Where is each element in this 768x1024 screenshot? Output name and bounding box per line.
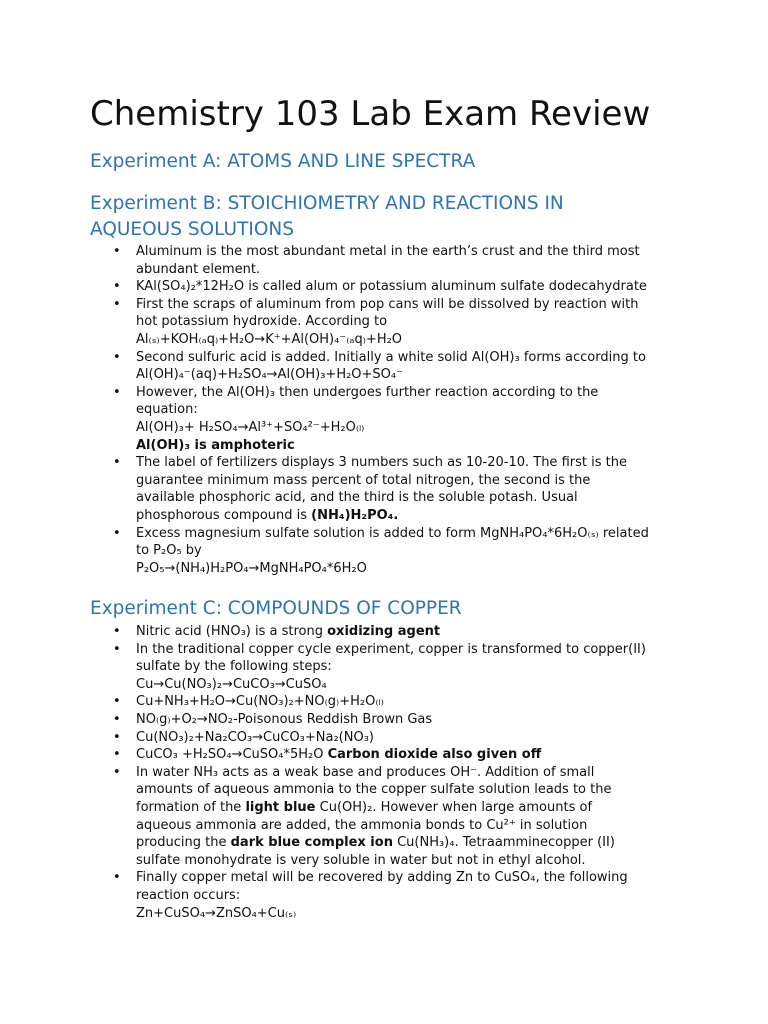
list-item-line [136, 366, 676, 384]
list-item-text: Finally copper metal will be recovered by adding Zn to CuSO₄, the following [136, 870, 628, 886]
list-item-line [136, 296, 676, 314]
list-item-text: phosphorous compound is [136, 507, 312, 523]
list-item-emphasis: light blue [245, 799, 316, 815]
list-item [0, 623, 676, 641]
list-item-text: abundant element. [136, 261, 261, 277]
list-item [0, 349, 676, 384]
bullet-icon: • [113, 870, 121, 886]
list-item-text: Cu(NH₃)₄. Tetraamminecopper (II) [392, 835, 615, 851]
bullet-icon: • [113, 525, 121, 541]
experiment-a-heading: Experiment A: ATOMS AND LINE SPECTRA [90, 151, 476, 172]
list-item-text: Cu→Cu(NO₃)₂→CuCO₃→CuSO₄ [136, 676, 327, 692]
list-item-line [136, 623, 676, 641]
bullet-icon: • [113, 279, 121, 295]
list-item-line [136, 472, 676, 490]
list-item-text: Zn+CuSO₄→ZnSO₄+Cu₍ₛ₎ [136, 905, 297, 921]
list-item-line [136, 437, 676, 455]
page-title: Chemistry 103 Lab Exam Review [90, 94, 651, 134]
bullet-icon: • [113, 624, 121, 639]
list-item-line [136, 746, 676, 764]
list-item-line [136, 676, 676, 694]
list-item [0, 729, 676, 747]
list-item-line [136, 401, 676, 419]
list-item [0, 525, 676, 578]
list-item-line [136, 658, 676, 676]
list-item-text: hot potassium hydroxide. According to [136, 314, 388, 330]
list-item [0, 384, 676, 454]
list-item-line [136, 419, 676, 437]
list-item-text: KAl(SO₄)₂*12H₂O is called alum or potassium aluminum sulfate dodecahydrate [136, 279, 647, 295]
list-item-line [136, 331, 676, 349]
bullet-icon: • [113, 384, 121, 400]
experiment-c-list [0, 623, 768, 922]
list-item-line [136, 641, 676, 659]
experiment-b-heading [90, 191, 690, 243]
list-item-line [136, 454, 676, 472]
list-item-line [136, 313, 676, 331]
list-item [0, 693, 676, 711]
experiment-b-list [0, 243, 768, 577]
bullet-icon: • [113, 296, 121, 312]
list-item-emphasis: Carbon dioxide also given off [327, 747, 542, 763]
list-item-line [136, 887, 676, 905]
list-item-text: The label of fertilizers displays 3 numbers such as 10-20-10. The first is the [136, 455, 627, 471]
bullet-icon: • [113, 711, 121, 727]
list-item [0, 278, 676, 296]
list-item-text: Cu(OH)₂. However when large amounts of [315, 799, 593, 815]
bullet-icon: • [113, 349, 121, 365]
bullet-icon: • [113, 764, 121, 780]
bullet-icon: • [113, 747, 121, 763]
list-item-text: amounts of aqueous ammonia to the copper sulfate solution leads to the [136, 782, 612, 798]
list-item-line [136, 711, 676, 729]
list-item-emphasis: Al(OH)₃ is amphoteric [136, 437, 295, 453]
list-item-line [136, 349, 676, 367]
list-item-line [136, 799, 676, 817]
list-item-text: Excess magnesium sulfate solution is added to form MgNH₄PO₄*6H₂O₍ₛ₎ related [136, 525, 649, 541]
list-item-text: P₂O₅→(NH₄)H₂PO₄→MgNH₄PO₄*6H₂O [136, 560, 367, 576]
list-item-text: However, the Al(OH)₃ then undergoes further reaction according to the [136, 384, 599, 400]
bullet-icon: • [113, 455, 121, 471]
list-item-line [136, 507, 676, 525]
list-item-emphasis: oxidizing agent [327, 624, 441, 639]
list-item-text: Nitric acid (HNO₃) is a strong [136, 624, 328, 639]
list-item-line [136, 243, 676, 261]
list-item-line [136, 278, 676, 296]
list-item-text: formation of the [136, 799, 246, 815]
list-item-line [136, 781, 676, 799]
experiment-b-heading-line1: Experiment B: STOICHIOMETRY AND REACTIONS IN [90, 193, 564, 214]
list-item-text: aqueous ammonia are added, the ammonia bonds to Cu²⁺ in solution [136, 817, 588, 833]
list-item [0, 746, 676, 764]
list-item-line [136, 852, 676, 870]
list-item-text: Al(OH)₄⁻(aq)+H₂SO₄→Al(OH)₃+H₂O+SO₄⁻ [136, 367, 403, 383]
list-item-line [136, 905, 676, 923]
list-item-line [136, 729, 676, 747]
experiment-c-heading: Experiment C: COMPOUNDS OF COPPER [90, 598, 462, 619]
list-item-line [136, 542, 676, 560]
list-item-text: reaction occurs: [136, 887, 241, 903]
bullet-icon: • [113, 694, 121, 710]
list-item-text: Cu+NH₃+H₂O→Cu(NO₃)₂+NO₍g₎+H₂O₍ₗ₎ [136, 694, 384, 710]
list-item-line [136, 869, 676, 887]
list-item-emphasis: dark blue complex ion [230, 835, 393, 851]
list-item-line [136, 560, 676, 578]
list-item-text: producing the [136, 835, 231, 851]
list-item-line [136, 261, 676, 279]
list-item-text: First the scraps of aluminum from pop cans will be dissolved by reaction with [136, 296, 639, 312]
list-item [0, 296, 676, 349]
list-item-text: Al₍ₛ₎+KOH₍ₐq₎+H₂O→K⁺+Al(OH)₄⁻₍ₐq₎+H₂O [136, 331, 403, 347]
list-item-line [136, 693, 676, 711]
list-item-line [136, 489, 676, 507]
bullet-icon: • [113, 244, 121, 259]
list-item-text: Second sulfuric acid is added. Initially a white solid Al(OH)₃ forms according to [136, 349, 646, 365]
list-item-text: guarantee minimum mass percent of total nitrogen, the second is the [136, 472, 591, 488]
experiment-b-heading-line2: AQUEOUS SOLUTIONS [90, 219, 294, 240]
list-item-text: Al(OH)₃+ H₂SO₄→Al³⁺+SO₄²⁻+H₂O₍ₗ₎ [136, 419, 365, 435]
list-item-text: CuCO₃ +H₂SO₄→CuSO₄*5H₂O [136, 747, 328, 763]
list-item-line [136, 834, 676, 852]
list-item-text: sulfate monohydrate is very soluble in water but not in ethyl alcohol. [136, 852, 586, 868]
bullet-icon: • [113, 729, 121, 745]
bullet-icon: • [113, 641, 121, 657]
list-item [0, 764, 676, 870]
list-item [0, 243, 676, 278]
list-item-line [136, 384, 676, 402]
list-item-text: sulfate by the following steps: [136, 659, 332, 675]
list-item-text: to P₂O₅ by [136, 543, 202, 559]
list-item-text: available phosphoric acid, and the third is the soluble potash. Usual [136, 490, 578, 506]
list-item-text: NO₍g₎+O₂→NO₂-Poisonous Reddish Brown Gas [136, 711, 433, 727]
list-item-text: In water NH₃ acts as a weak base and produces OH⁻. Addition of small [136, 764, 595, 780]
list-item-emphasis: (NH₄)H₂PO₄. [311, 507, 399, 523]
list-item-line [136, 764, 676, 782]
list-item [0, 641, 676, 694]
list-item [0, 711, 676, 729]
list-item [0, 869, 676, 922]
list-item-text: Aluminum is the most abundant metal in the earth’s crust and the third most [136, 244, 640, 259]
list-item-text: In the traditional copper cycle experiment, copper is transformed to copper(II) [136, 641, 646, 657]
list-item-text: equation: [136, 402, 198, 418]
list-item-text: Cu(NO₃)₂+Na₂CO₃→CuCO₃+Na₂(NO₃) [136, 729, 374, 745]
list-item-line [136, 525, 676, 543]
list-item [0, 454, 676, 524]
list-item-line [136, 817, 676, 835]
